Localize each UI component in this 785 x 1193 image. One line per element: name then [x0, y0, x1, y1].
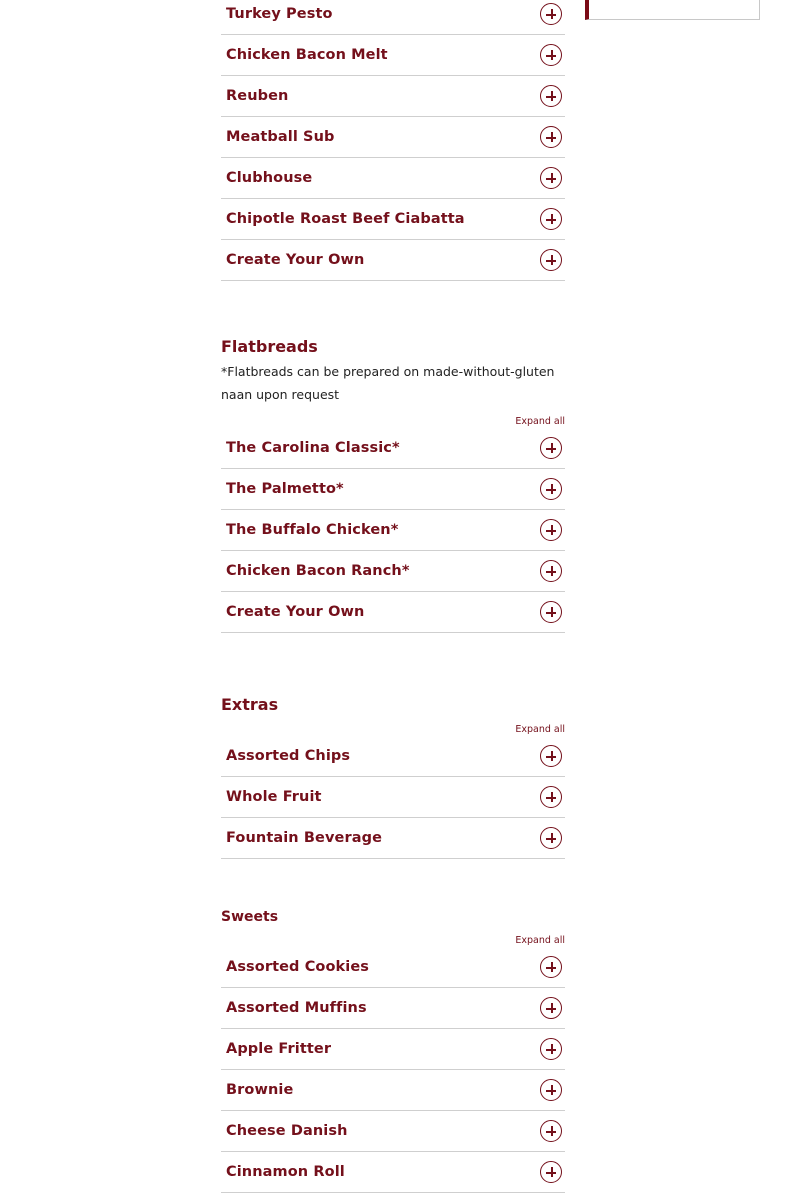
- menu-item-brownie[interactable]: [221, 1070, 565, 1111]
- item-label: Chicken Bacon Ranch*: [226, 563, 410, 579]
- plus-circle-icon[interactable]: [540, 827, 562, 849]
- expand-all-link[interactable]: Expand all: [515, 724, 565, 735]
- plus-circle-icon[interactable]: [540, 956, 562, 978]
- item-label: The Buffalo Chicken*: [226, 522, 399, 538]
- menu-item-buffalo-chicken[interactable]: [221, 510, 565, 551]
- menu-item-clubhouse[interactable]: [221, 158, 565, 199]
- menu-item-assorted-muffins[interactable]: [221, 988, 565, 1029]
- plus-circle-icon[interactable]: [540, 997, 562, 1019]
- sweets-section: [221, 909, 565, 1193]
- plus-circle-icon[interactable]: [540, 786, 562, 808]
- item-label: Apple Fritter: [226, 1041, 332, 1057]
- menu-item-assorted-cookies[interactable]: [221, 947, 565, 988]
- menu-item-meatball-sub[interactable]: [221, 117, 565, 158]
- plus-circle-icon[interactable]: [540, 1120, 562, 1142]
- menu-item-chicken-bacon-melt[interactable]: [221, 35, 565, 76]
- flatbreads-section: [221, 337, 565, 633]
- item-label: Cheese Danish: [226, 1123, 348, 1139]
- expand-all-link[interactable]: Expand all: [515, 416, 565, 427]
- item-label: The Palmetto*: [226, 481, 344, 497]
- menu-item-assorted-chips[interactable]: [221, 736, 565, 777]
- menu-item-whole-fruit[interactable]: [221, 777, 565, 818]
- plus-circle-icon[interactable]: [540, 3, 562, 25]
- plus-circle-icon[interactable]: [540, 560, 562, 582]
- item-label: Create Your Own: [226, 604, 365, 620]
- item-label: Fountain Beverage: [226, 830, 383, 846]
- section-title: Flatbreads: [221, 337, 318, 356]
- menu-item-create-your-own[interactable]: [221, 240, 565, 281]
- item-label: Reuben: [226, 88, 289, 104]
- plus-circle-icon[interactable]: [540, 85, 562, 107]
- item-label: Create Your Own: [226, 252, 365, 268]
- section-note: *Flatbreads can be prepared on made-without-gluten naan upon request: [221, 364, 555, 402]
- plus-circle-icon[interactable]: [540, 1161, 562, 1183]
- item-label: Meatball Sub: [226, 129, 335, 145]
- item-label: Chicken Bacon Melt: [226, 47, 388, 63]
- item-label: Turkey Pesto: [226, 6, 333, 22]
- menu-item-carolina-classic[interactable]: [221, 428, 565, 469]
- plus-circle-icon[interactable]: [540, 126, 562, 148]
- menu-item-cheese-danish[interactable]: [221, 1111, 565, 1152]
- item-label: Assorted Cookies: [226, 959, 370, 975]
- plus-circle-icon[interactable]: [540, 1038, 562, 1060]
- menu-item-cinnamon-roll[interactable]: [221, 1152, 565, 1193]
- menu-item-apple-fritter[interactable]: [221, 1029, 565, 1070]
- plus-circle-icon[interactable]: [540, 519, 562, 541]
- plus-circle-icon[interactable]: [540, 437, 562, 459]
- extras-section: [221, 695, 565, 859]
- expand-all-link[interactable]: Expand all: [515, 935, 565, 946]
- menu-item-fountain-beverage[interactable]: [221, 818, 565, 859]
- plus-circle-icon[interactable]: [540, 167, 562, 189]
- plus-circle-icon[interactable]: [540, 208, 562, 230]
- plus-circle-icon[interactable]: [540, 249, 562, 271]
- menu-item-create-your-own-flatbread[interactable]: [221, 592, 565, 633]
- item-label: Clubhouse: [226, 170, 313, 186]
- sandwiches-section: [221, 0, 565, 281]
- item-label: Brownie: [226, 1082, 294, 1098]
- item-label: Assorted Muffins: [226, 1000, 367, 1016]
- section-title: Sweets: [221, 909, 279, 925]
- sidebar-panel: [585, 0, 760, 20]
- plus-circle-icon[interactable]: [540, 478, 562, 500]
- item-label: Chipotle Roast Beef Ciabatta: [226, 211, 465, 227]
- menu-item-turkey-pesto[interactable]: [221, 0, 565, 35]
- plus-circle-icon[interactable]: [540, 745, 562, 767]
- item-label: Whole Fruit: [226, 789, 322, 805]
- menu-item-reuben[interactable]: [221, 76, 565, 117]
- item-label: Assorted Chips: [226, 748, 351, 764]
- menu-item-palmetto[interactable]: [221, 469, 565, 510]
- menu-item-chipotle-roast-beef-ciabatta[interactable]: [221, 199, 565, 240]
- plus-circle-icon[interactable]: [540, 601, 562, 623]
- section-title: Extras: [221, 695, 279, 714]
- plus-circle-icon[interactable]: [540, 1079, 562, 1101]
- item-label: Cinnamon Roll: [226, 1164, 345, 1180]
- plus-circle-icon[interactable]: [540, 44, 562, 66]
- menu-item-chicken-bacon-ranch[interactable]: [221, 551, 565, 592]
- item-label: The Carolina Classic*: [226, 440, 400, 456]
